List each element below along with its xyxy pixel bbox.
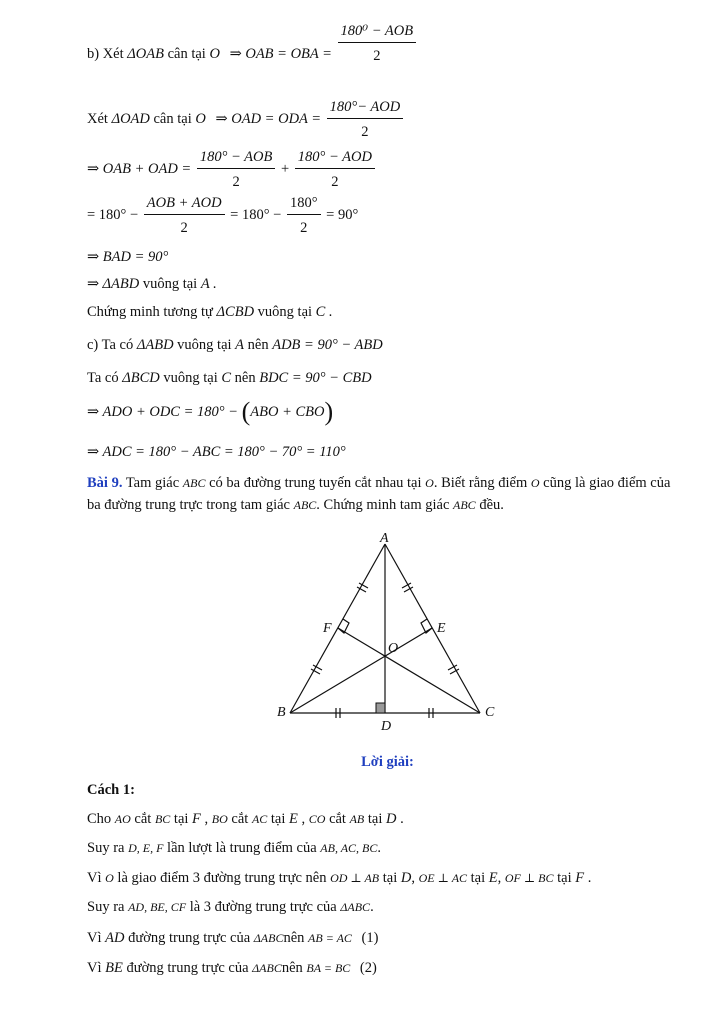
math: = 180° − — [230, 206, 282, 223]
math: ΔABC — [252, 961, 282, 975]
right-angle-mark-d — [376, 703, 385, 713]
math: ⇒ ΔABD — [87, 276, 140, 292]
line-c2 — [87, 369, 372, 387]
numerator: AOB + AOD — [144, 194, 225, 215]
solution-line-3 — [87, 869, 591, 887]
denominator: 2 — [373, 48, 381, 64]
math: D — [400, 870, 412, 886]
text: vuông tại — [142, 276, 198, 292]
numerator: 180⁰ − AOB — [338, 22, 417, 43]
label-o: O — [388, 641, 399, 656]
denominator: 2 — [232, 174, 240, 190]
text: cân tại — [167, 45, 206, 62]
text: . — [370, 899, 374, 915]
fraction — [327, 98, 404, 141]
solution-heading: Lời giải: — [361, 754, 414, 770]
text: (2) — [359, 960, 377, 976]
solution-line-1 — [87, 810, 404, 828]
math: ΔOAD — [111, 110, 150, 127]
math: BDC = 90° − CBD — [259, 370, 372, 386]
numerator: 180° − AOD — [295, 148, 375, 169]
text: , — [301, 811, 306, 827]
math: ADB = 90° − ABD — [272, 337, 383, 353]
solution-line-4 — [87, 898, 374, 916]
math: D, E, F — [128, 841, 164, 855]
math: BE — [105, 960, 123, 976]
text: vuông tại — [177, 337, 232, 353]
numerator: 180° — [287, 194, 321, 215]
math: ⇒ OAB = OBA = — [229, 45, 332, 62]
text: Tam giác — [125, 475, 180, 491]
math: = 180° − — [87, 206, 139, 223]
text: là giao điểm 3 đường trung trực nên — [117, 870, 327, 886]
text: Chứng minh tương tự — [87, 304, 213, 320]
math: CO — [308, 812, 326, 826]
math: AO — [114, 812, 131, 826]
line-b4 — [87, 194, 358, 237]
math: AD — [105, 930, 125, 946]
text: cắt — [231, 811, 249, 827]
text: . — [377, 840, 382, 856]
text: Vì — [87, 960, 102, 976]
line-c1 — [87, 336, 383, 354]
text: đường trung trực của — [128, 930, 251, 946]
math: = 90° — [326, 206, 359, 223]
text: nên — [281, 960, 303, 976]
text: tại — [270, 811, 286, 827]
text: tại — [557, 870, 572, 886]
label-e: E — [437, 621, 446, 636]
math: O — [105, 871, 114, 885]
math: AC — [251, 812, 268, 826]
math: F — [192, 811, 201, 827]
text: b) Xét — [87, 45, 124, 62]
numerator: 180° − AOB — [197, 148, 276, 169]
text: lần lượt là trung điểm của — [167, 840, 317, 856]
text: , — [204, 811, 209, 827]
triangle-figure — [0, 530, 725, 760]
math: ⇒ ADO + ODC = 180° − — [87, 404, 238, 420]
text: Cho — [87, 811, 112, 827]
math: ΔBCD — [122, 370, 160, 386]
numerator: 180°− AOD — [327, 98, 404, 119]
math: BO — [211, 812, 228, 826]
text: cắt — [329, 811, 346, 827]
solution-line-2 — [87, 839, 381, 857]
text: nên — [283, 930, 305, 946]
math: AB = AC — [308, 931, 352, 945]
text: tại — [470, 870, 486, 886]
problem-label: Bài 9. — [87, 475, 123, 491]
label-d: D — [381, 719, 392, 734]
math: ⇒ OAB + OAD = — [87, 160, 192, 177]
math: AD, BE, CF — [128, 900, 187, 914]
math: ABC — [293, 498, 317, 512]
math: BA = BC — [306, 961, 351, 975]
math: ΔCBD — [216, 304, 255, 320]
denominator: 2 — [361, 124, 369, 140]
text: , — [497, 870, 502, 886]
text: cắt — [134, 811, 152, 827]
math: C . — [315, 304, 333, 320]
math: A — [235, 337, 245, 353]
text: vuông tại — [257, 304, 313, 320]
label-a: A — [380, 531, 389, 546]
text: Vì — [87, 930, 102, 946]
text: , — [411, 870, 415, 886]
line-b1 — [87, 23, 418, 65]
line-b7 — [87, 303, 333, 321]
text: cân tại — [153, 110, 192, 127]
text: . Chứng minh tam giác — [316, 497, 450, 513]
line-c4: ⇒ ADC = 180° − ABC = 180° − 70° = 110° — [87, 444, 346, 460]
line-c3 — [87, 397, 334, 426]
text: Vì — [87, 870, 102, 886]
text: cũng là giao điểm của ba đường trung trực trong tam giác — [87, 475, 671, 513]
math: ΔABC — [340, 900, 371, 914]
fraction — [144, 194, 225, 237]
method-heading: Cách 1: — [87, 782, 135, 798]
text: đều. — [479, 497, 504, 513]
math: ΔABC — [253, 931, 284, 945]
label-f: F — [323, 621, 332, 636]
solution-line-5 — [87, 929, 378, 947]
denominator: 2 — [180, 220, 188, 236]
side-ac — [385, 544, 480, 713]
text: (1) — [361, 930, 379, 946]
solution-line-6 — [87, 959, 377, 977]
denominator: 2 — [300, 220, 308, 236]
math: D — [386, 811, 397, 827]
math: F — [575, 870, 585, 886]
math: OF ⊥ BC — [504, 871, 554, 885]
side-ab — [290, 544, 385, 713]
median-cf — [338, 628, 480, 713]
paren-left: ( — [241, 397, 251, 426]
math: AB, AC, BC — [320, 841, 378, 855]
math: A . — [200, 276, 217, 292]
text: nên — [247, 337, 269, 353]
line-b5: ⇒ BAD = 90° — [87, 249, 169, 265]
math: O — [530, 476, 540, 490]
text: Suy ra — [87, 840, 125, 856]
math: E — [289, 811, 298, 827]
text: Suy ra — [87, 899, 125, 915]
denominator: 2 — [331, 174, 339, 190]
line-b2 — [87, 98, 405, 141]
fraction — [197, 148, 276, 191]
fraction — [295, 148, 375, 191]
text: . — [400, 811, 404, 827]
math: C — [221, 370, 232, 386]
math: ABC — [182, 476, 206, 490]
math: O — [209, 45, 220, 62]
fraction — [338, 22, 417, 65]
math: ⇒ OAD = ODA = — [215, 110, 322, 127]
math: OD ⊥ AB — [330, 871, 380, 885]
text: tại — [173, 811, 189, 827]
label-c: C — [485, 705, 495, 720]
plus: + — [280, 160, 290, 177]
math: BC — [154, 812, 171, 826]
text: tại — [382, 870, 398, 886]
paren-right: ) — [324, 397, 334, 426]
line-b3 — [87, 148, 377, 191]
math: ABC — [453, 498, 476, 512]
math: O — [195, 110, 206, 127]
line-b6 — [87, 275, 217, 293]
math: OE ⊥ AC — [418, 871, 468, 885]
text: Xét — [87, 110, 108, 127]
text: Ta có — [87, 370, 119, 386]
text: tại — [367, 811, 383, 827]
math: ΔOAB — [127, 45, 164, 62]
math: ABO + CBO — [250, 404, 325, 420]
text: có ba đường trung tuyến cắt nhau tại — [209, 475, 422, 491]
text: . Biết rằng điểm — [433, 475, 528, 491]
fraction — [287, 194, 321, 237]
median-be — [290, 628, 432, 713]
problem-statement — [87, 472, 687, 516]
text: . — [587, 870, 592, 886]
text: đường trung trực của — [126, 960, 249, 976]
text: là 3 đường trung trực của — [189, 899, 337, 915]
label-b: B — [277, 705, 286, 720]
text: c) Ta có — [87, 337, 134, 353]
math: E — [488, 870, 498, 886]
math: O — [425, 476, 434, 490]
math: AB — [349, 812, 365, 826]
text: vuông tại — [163, 370, 218, 386]
math: ΔABD — [136, 337, 174, 353]
text: nên — [234, 370, 256, 386]
